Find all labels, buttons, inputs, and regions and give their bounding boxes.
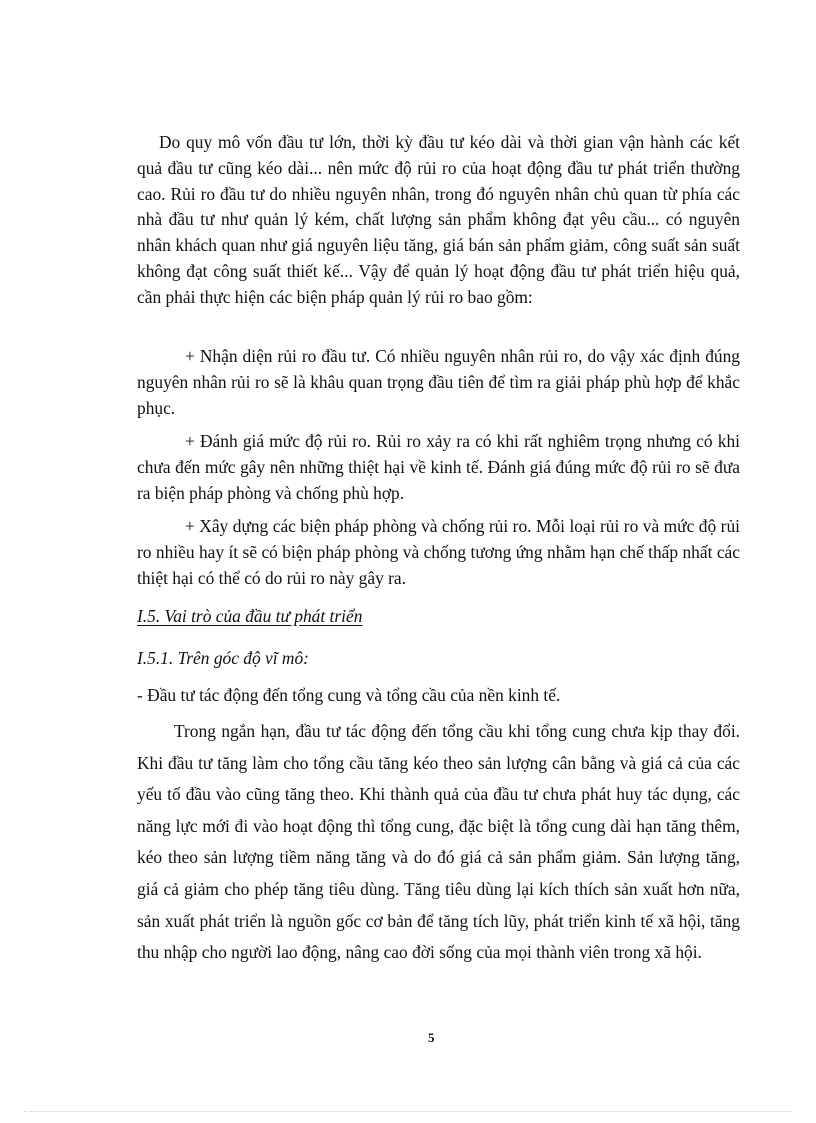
subsection-heading: I.5.1. Trên góc độ vĩ mô: [137,648,309,668]
paragraph-macro-effects: Trong ngắn hạn, đầu tư tác động đến tổng cầu khi tổng cung chưa kịp thay đổi. Khi đầu tư tăng làm cho tổng cầu tăng kéo theo sản lượng cân bằng và giá cả của các yếu tố đầu vào cũng tăng theo. Khi thành quả của đầu tư chưa phát huy tác dụng, các năng lực mới đi vào hoạt động thì tổng cung, đặc biệt là tổng cung dài hạn tăng thêm, kéo theo sản lượng tiềm năng tăng và do đó giá cả sản phẩm giảm. Sản lượng tăng, giá cả giảm cho phép tăng tiêu dùng. Tăng tiêu dùng lại kích thích sản xuất hơn nữa, sản xuất phát triển là nguồn gốc cơ bản để tăng tích lũy, phát triển kinh tế xã hội, tăng thu nhập cho người lao động, nâng cao đời sống của mọi thành viên trong xã hội. [137,721,740,963]
paragraph-risk-measures: + Xây dựng các biện pháp phòng và chống rủi ro. Mỗi loại rủi ro và mức độ rủi ro nhiều hay ít sẽ có biện pháp phòng và chống tương ứng nhằm hạn chế thấp nhất các thiệt hại có thể có do rủi ro này gây ra. [137,516,740,588]
paragraph-risk-intro: Do quy mô vốn đầu tư lớn, thời kỳ đầu tư kéo dài và thời gian vận hành các kết quả đầu tư cũng kéo dài... nên mức độ rủi ro của hoạt động đầu tư phát triển thường cao. Rủi ro đầu tư do nhiều nguyên nhân, trong đó nguyên nhân chủ quan từ phía các nhà đầu tư như quản lý kém, chất lượng sản phẩm không đạt yêu cầu... có nguyên nhân khách quan như giá nguyên liệu tăng, giá bán sản phẩm giảm, công suất sản suất không đạt công suất thiết kế... Vậy để quản lý hoạt động đầu tư phát triển hiệu quả, cần phải thực hiện các biện pháp quản lý rủi ro bao gồm: [137,132,740,307]
page-number: 5 [428,1030,435,1045]
paragraph-risk-assess: + Đánh giá mức độ rủi ro. Rủi ro xảy ra có khi rất nghiêm trọng nhưng có khi chưa đến mức gây nên những thiệt hại về kinh tế. Đánh giá đúng mức độ rủi ro sẽ đưa ra biện pháp phòng và chống phù hợp. [137,431,740,503]
bullet-line: - Đầu tư tác động đến tổng cung và tổng cầu của nền kinh tế. [137,685,561,705]
paragraph-risk-identify: + Nhận diện rủi ro đầu tư. Có nhiều nguyên nhân rủi ro, do vậy xác định đúng nguyên nhân rủi ro sẽ là khâu quan trọng đầu tiên để tìm ra giải pháp phù hợp để khắc phục. [137,346,740,418]
section-heading: I.5. Vai trò của đầu tư phát triển [137,606,363,626]
page-bottom-divider [24,1111,792,1112]
